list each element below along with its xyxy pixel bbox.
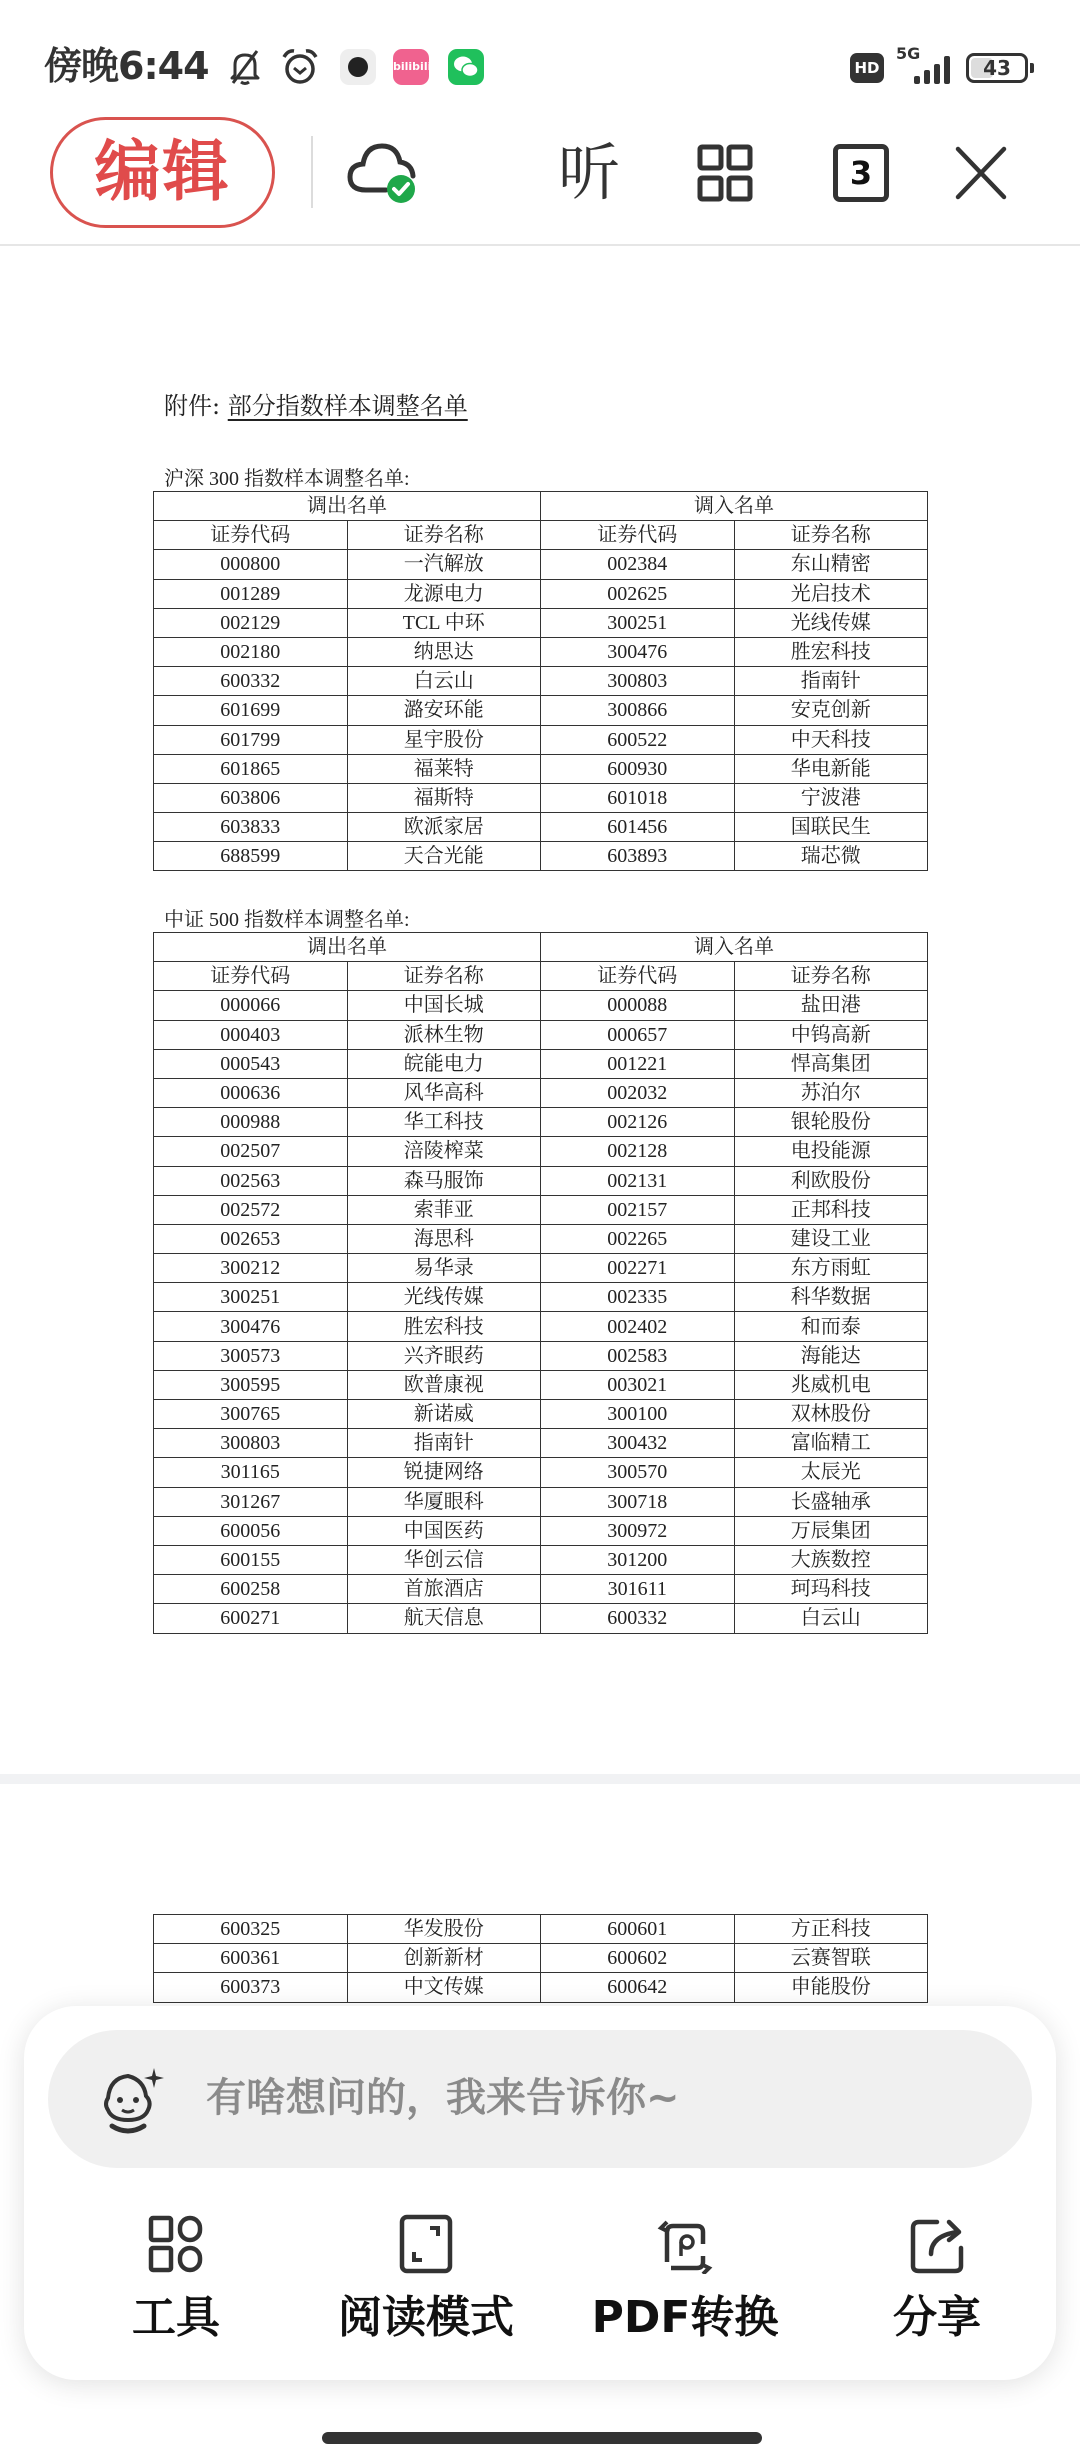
security-code-cell: 600332 [154,667,348,696]
table-row [154,1575,928,1604]
security-code-cell: 002583 [541,1341,735,1370]
security-name-cell: 指南针 [347,1429,541,1458]
table-row [154,1283,928,1312]
security-name-cell: 龙源电力 [347,579,541,608]
table-row [154,1604,928,1633]
table-row [154,1166,928,1195]
security-name-cell: 易华录 [347,1254,541,1283]
security-code-cell: 300100 [541,1400,735,1429]
security-code-cell: 002129 [154,608,348,637]
battery-icon [966,53,1028,83]
group-header-cell: 调入名单 [541,492,928,521]
table-row [154,725,928,754]
security-code-cell: 000800 [154,550,348,579]
security-name-cell: 东山精密 [734,550,928,579]
hs300-adjustment-table [153,491,928,871]
group-header-cell: 调入名单 [541,933,928,962]
group-header-cell: 调出名单 [154,933,541,962]
pdf-convert-icon [657,2214,713,2274]
security-code-cell: 002402 [541,1312,735,1341]
status-time: 傍晚6:44 [44,44,209,88]
table-row [154,783,928,812]
security-name-cell: 建设工业 [734,1224,928,1253]
column-header-cell: 证券名称 [734,962,928,991]
page-count-button[interactable]: 3 [833,144,889,202]
security-name-cell: 光线传媒 [347,1283,541,1312]
cloud-synced-icon[interactable] [342,140,422,206]
csi500-adjustment-table-continued [153,1914,928,2003]
document-title [164,386,468,421]
security-name-cell: 胜宏科技 [734,637,928,666]
security-code-cell: 002507 [154,1137,348,1166]
security-name-cell: 首旅酒店 [347,1575,541,1604]
security-code-cell: 002128 [541,1137,735,1166]
security-name-cell: 胜宏科技 [347,1312,541,1341]
security-code-cell: 000636 [154,1078,348,1107]
column-header-cell: 证券代码 [541,962,735,991]
column-header-cell: 证券名称 [347,962,541,991]
bilibili-icon: bilibili [393,49,429,85]
security-code-cell: 003021 [541,1370,735,1399]
security-name-cell: 申能股份 [734,1973,928,2002]
column-header-cell: 证券代码 [541,521,735,550]
security-code-cell: 300432 [541,1429,735,1458]
security-name-cell: 福斯特 [347,783,541,812]
ai-assistant-icon [98,2068,166,2138]
reading-mode-label: 阅读模式 [338,2292,514,2343]
security-name-cell: 纳思达 [347,637,541,666]
table-row [154,1049,928,1078]
network-type: 5G [896,44,921,63]
table-row [154,637,928,666]
table-row [154,813,928,842]
security-name-cell: 太辰光 [734,1458,928,1487]
security-code-cell: 300718 [541,1487,735,1516]
security-code-cell: 000988 [154,1108,348,1137]
security-code-cell: 002625 [541,579,735,608]
security-name-cell: 白云山 [734,1604,928,1633]
security-name-cell: 华厦眼科 [347,1487,541,1516]
security-name-cell: 光启技术 [734,579,928,608]
security-code-cell: 002265 [541,1224,735,1253]
table-row [154,1944,928,1973]
security-name-cell: 涪陵榨菜 [347,1137,541,1166]
table-row [154,579,928,608]
security-code-cell: 002032 [541,1078,735,1107]
table-group-header-row [154,933,928,962]
security-name-cell: 福莱特 [347,754,541,783]
reading-mode-button[interactable] [311,2214,541,2354]
security-code-cell: 300570 [541,1458,735,1487]
security-code-cell: 600155 [154,1545,348,1574]
security-name-cell: 方正科技 [734,1915,928,1944]
security-code-cell: 002180 [154,637,348,666]
security-code-cell: 601699 [154,696,348,725]
security-code-cell: 002271 [541,1254,735,1283]
table-row [154,991,928,1020]
security-name-cell: 东方雨虹 [734,1254,928,1283]
security-code-cell: 600258 [154,1575,348,1604]
security-name-cell: 欧派家居 [347,813,541,842]
share-button[interactable] [842,2214,1032,2354]
table-row [154,1487,928,1516]
table-row [154,1400,928,1429]
security-code-cell: 300251 [541,608,735,637]
status-bar [0,0,1080,100]
security-name-cell: 华电新能 [734,754,928,783]
security-code-cell: 301267 [154,1487,348,1516]
table-row [154,1973,928,2002]
app-notification-icon [340,49,376,85]
security-name-cell: 潞安环能 [347,696,541,725]
security-code-cell: 002653 [154,1224,348,1253]
security-name-cell: 大族数控 [734,1545,928,1574]
security-code-cell: 002131 [541,1166,735,1195]
security-code-cell: 600930 [541,754,735,783]
security-name-cell: 瑞芯微 [734,842,928,871]
security-name-cell: 安克创新 [734,696,928,725]
security-name-cell: 科华数据 [734,1283,928,1312]
security-name-cell: 兆威机电 [734,1370,928,1399]
alarm-icon [280,47,320,87]
security-code-cell: 600373 [154,1973,348,2002]
security-code-cell: 301200 [541,1545,735,1574]
security-name-cell: 一汽解放 [347,550,541,579]
security-code-cell: 300476 [541,637,735,666]
table-row [154,696,928,725]
security-name-cell: 国联民生 [734,813,928,842]
table-row [154,1915,928,1944]
column-header-cell: 证券代码 [154,521,348,550]
table-row [154,1545,928,1574]
section-label-csi500: 中证 500 指数样本调整名单: [164,909,410,931]
ai-ask-placeholder: 有啥想问的，我来告诉你~ [206,2075,680,2121]
security-name-cell: 白云山 [347,667,541,696]
security-name-cell: 富临精工 [734,1429,928,1458]
security-code-cell: 600271 [154,1604,348,1633]
table-row [154,1458,928,1487]
security-code-cell: 688599 [154,842,348,871]
security-name-cell: 银轮股份 [734,1108,928,1137]
security-code-cell: 600056 [154,1516,348,1545]
security-name-cell: 锐捷网络 [347,1458,541,1487]
title-main: 部分指数样本调整名单 [227,392,468,420]
security-name-cell: 中钨高新 [734,1020,928,1049]
csi500-adjustment-table [153,932,928,1634]
security-code-cell: 600602 [541,1944,735,1973]
tools-grid-icon [148,2214,204,2274]
security-code-cell: 300573 [154,1341,348,1370]
security-name-cell: 宁波港 [734,783,928,812]
table-column-header-row [154,521,928,550]
security-name-cell: 指南针 [734,667,928,696]
security-code-cell: 601456 [541,813,735,842]
security-code-cell: 603893 [541,842,735,871]
close-icon[interactable] [955,144,1007,202]
security-code-cell: 300251 [154,1283,348,1312]
security-name-cell: 中天科技 [734,725,928,754]
table-row [154,550,928,579]
security-name-cell: 盐田港 [734,991,928,1020]
security-code-cell: 002563 [154,1166,348,1195]
security-name-cell: 欧普康视 [347,1370,541,1399]
table-row [154,1078,928,1107]
column-header-cell: 证券名称 [347,521,541,550]
security-name-cell: 皖能电力 [347,1049,541,1078]
security-name-cell: 派林生物 [347,1020,541,1049]
security-name-cell: 电投能源 [734,1137,928,1166]
battery-level: 43 [983,56,1011,80]
security-code-cell: 002572 [154,1195,348,1224]
security-code-cell: 000403 [154,1020,348,1049]
table-row [154,1195,928,1224]
pdf-convert-label: PDF转换 [591,2292,779,2343]
security-code-cell: 601018 [541,783,735,812]
security-code-cell: 300212 [154,1254,348,1283]
wechat-icon [448,49,484,85]
table-row [154,608,928,637]
security-name-cell: 航天信息 [347,1604,541,1633]
table-row [154,842,928,871]
grid-view-icon[interactable] [697,144,753,202]
security-code-cell: 603806 [154,783,348,812]
security-code-cell: 000088 [541,991,735,1020]
security-code-cell: 600642 [541,1973,735,2002]
security-name-cell: 华发股份 [347,1915,541,1944]
edit-button[interactable]: 编辑 [50,117,275,228]
security-name-cell: 森马服饰 [347,1166,541,1195]
security-name-cell: 风华高科 [347,1078,541,1107]
security-name-cell: 中文传媒 [347,1973,541,2002]
security-name-cell: 万辰集团 [734,1516,928,1545]
security-name-cell: 华创云信 [347,1545,541,1574]
bell-off-icon [225,47,265,87]
table-row [154,1224,928,1253]
table-row [154,1341,928,1370]
table-row [154,1254,928,1283]
security-code-cell: 601799 [154,725,348,754]
security-name-cell: 双林股份 [734,1400,928,1429]
security-code-cell: 600332 [541,1604,735,1633]
security-name-cell: 珂玛科技 [734,1575,928,1604]
table-row [154,1429,928,1458]
security-code-cell: 001289 [154,579,348,608]
security-code-cell: 000066 [154,991,348,1020]
security-name-cell: 海思科 [347,1224,541,1253]
pdf-convert-button[interactable] [570,2214,800,2354]
table-group-header-row [154,492,928,521]
security-code-cell: 000543 [154,1049,348,1078]
table-row [154,1020,928,1049]
table-row [154,1137,928,1166]
column-header-cell: 证券代码 [154,962,348,991]
security-code-cell: 300765 [154,1400,348,1429]
table-row [154,754,928,783]
security-name-cell: 利欧股份 [734,1166,928,1195]
security-name-cell: 悍高集团 [734,1049,928,1078]
action-bar [24,2186,1056,2366]
signal-icon [894,44,956,86]
security-code-cell: 600601 [541,1915,735,1944]
security-name-cell: 新诺威 [347,1400,541,1429]
security-name-cell: 中国长城 [347,991,541,1020]
security-name-cell: 星宇股份 [347,725,541,754]
title-prefix: 附件: [164,392,221,420]
home-indicator[interactable] [322,2432,762,2444]
security-name-cell: 中国医药 [347,1516,541,1545]
table-row [154,1108,928,1137]
security-code-cell: 300803 [541,667,735,696]
group-header-cell: 调出名单 [154,492,541,521]
column-header-cell: 证券名称 [734,521,928,550]
table-row [154,1370,928,1399]
security-code-cell: 301611 [541,1575,735,1604]
security-code-cell: 301165 [154,1458,348,1487]
listen-button[interactable]: 听 [558,136,621,209]
security-code-cell: 300595 [154,1370,348,1399]
security-name-cell: 创新新材 [347,1944,541,1973]
page-separator [0,1774,1080,1784]
bottom-sheet [24,2006,1056,2380]
security-code-cell: 300803 [154,1429,348,1458]
security-name-cell: 索菲亚 [347,1195,541,1224]
hd-icon: HD [850,53,884,83]
security-code-cell: 300866 [541,696,735,725]
security-name-cell: 海能达 [734,1341,928,1370]
security-code-cell: 603833 [154,813,348,842]
doc-toolbar [0,100,1080,246]
security-code-cell: 002335 [541,1283,735,1312]
security-code-cell: 300476 [154,1312,348,1341]
tools-button[interactable] [61,2214,291,2354]
table-row [154,1312,928,1341]
security-code-cell: 600361 [154,1944,348,1973]
status-right [850,44,1028,86]
security-code-cell: 300972 [541,1516,735,1545]
reading-mode-icon [398,2214,454,2274]
security-code-cell: 601865 [154,754,348,783]
security-name-cell: 天合光能 [347,842,541,871]
toolbar-divider [311,136,313,208]
security-name-cell: 华工科技 [347,1108,541,1137]
security-name-cell: 云赛智联 [734,1944,928,1973]
security-code-cell: 000657 [541,1020,735,1049]
security-name-cell: 光线传媒 [734,608,928,637]
table-row [154,667,928,696]
tools-label: 工具 [132,2292,220,2343]
security-name-cell: 苏泊尔 [734,1078,928,1107]
security-code-cell: 600325 [154,1915,348,1944]
table-row [154,1516,928,1545]
security-code-cell: 002157 [541,1195,735,1224]
security-code-cell: 600522 [541,725,735,754]
security-name-cell: 和而泰 [734,1312,928,1341]
security-code-cell: 001221 [541,1049,735,1078]
security-name-cell: 长盛轴承 [734,1487,928,1516]
security-code-cell: 002126 [541,1108,735,1137]
share-label: 分享 [893,2292,981,2343]
section-label-hs300: 沪深 300 指数样本调整名单: [164,468,410,490]
security-name-cell: 正邦科技 [734,1195,928,1224]
security-name-cell: TCL 中环 [347,608,541,637]
security-code-cell: 002384 [541,550,735,579]
share-icon [909,2214,965,2274]
ai-ask-input[interactable] [48,2030,1032,2168]
table-column-header-row [154,962,928,991]
security-name-cell: 兴齐眼药 [347,1341,541,1370]
